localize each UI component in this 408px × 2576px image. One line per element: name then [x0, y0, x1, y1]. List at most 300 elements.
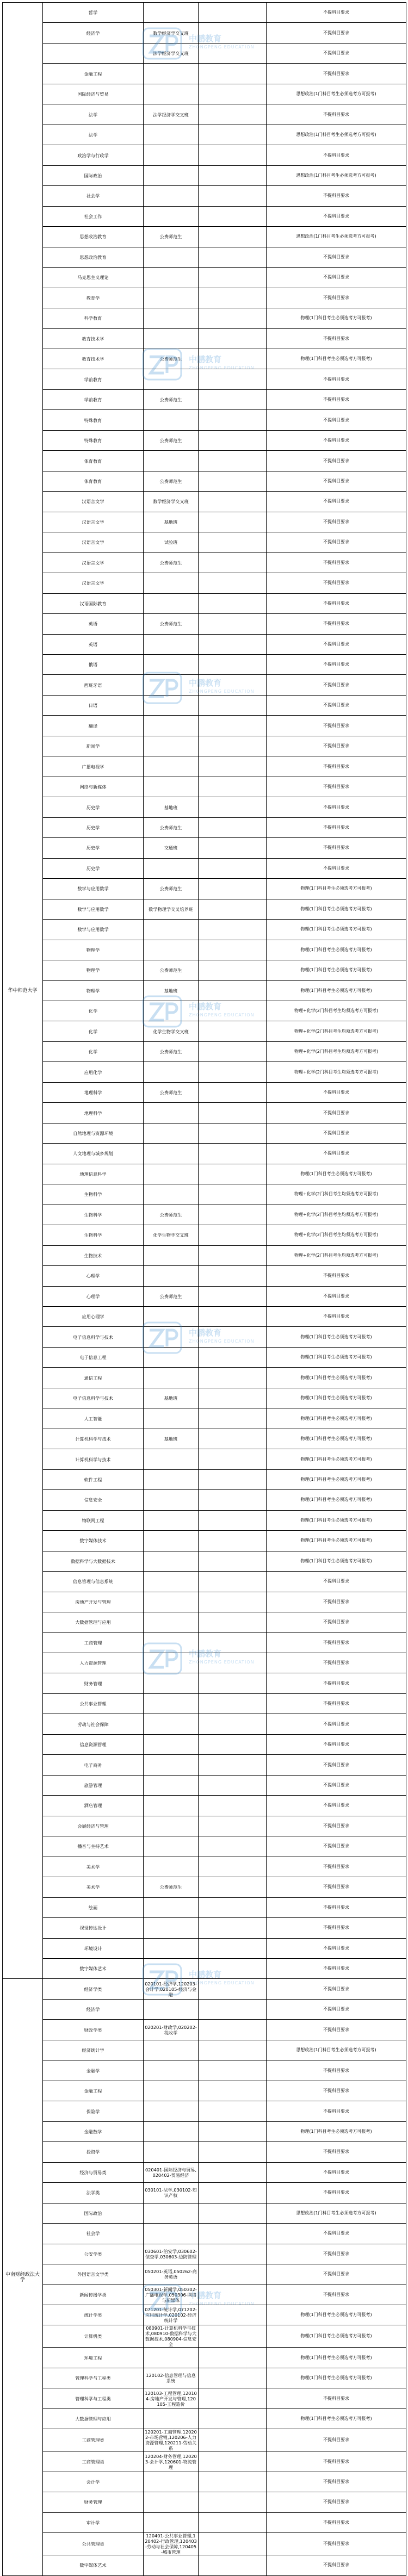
major-note [144, 1755, 199, 1775]
subject-requirement: 不提科目要求 [267, 1082, 406, 1102]
subject-requirement: 物理+化学(2门科目考生均须选考方可报考) [267, 1225, 406, 1245]
blank-cell [199, 716, 267, 736]
major-note [144, 1918, 199, 1938]
major-note [144, 2040, 199, 2060]
major-name: 环境工程 [43, 2348, 144, 2368]
blank-cell [199, 1796, 267, 1816]
major-name: 汉语言文学 [43, 573, 144, 593]
subject-requirement: 不提科目要求 [267, 1999, 406, 2019]
major-note: 基地班 [144, 512, 199, 532]
major-note [144, 1490, 199, 1510]
major-note [144, 328, 199, 349]
major-name: 生物科学 [43, 1225, 144, 1245]
major-name: 汉语言文学 [43, 553, 144, 573]
major-name: 历史学 [43, 797, 144, 817]
blank-cell [199, 125, 267, 145]
major-note: 公费师范生 [144, 1041, 199, 1062]
subject-requirement: 不提科目要求 [267, 186, 406, 206]
blank-cell [199, 1816, 267, 1836]
major-name: 西班牙语 [43, 675, 144, 695]
major-note: 120401-公共事业管理,120402-行政管理,120403-劳动与社会保障,120405-城市管理 [144, 2533, 199, 2555]
major-name: 化学 [43, 1001, 144, 1021]
major-note [144, 1734, 199, 1754]
table-row [3, 247, 406, 267]
major-name: 投资学 [43, 2142, 144, 2162]
table-row [3, 2162, 406, 2182]
table-row [3, 288, 406, 308]
table-row [3, 1286, 406, 1306]
table-row [3, 369, 406, 389]
major-note [144, 2142, 199, 2162]
major-name: 教育学 [43, 288, 144, 308]
major-note [144, 2121, 199, 2142]
subject-requirement: 不提科目要求 [267, 2162, 406, 2182]
table-row [3, 1979, 406, 1999]
blank-cell [199, 247, 267, 267]
subject-requirement: 不提科目要求 [267, 104, 406, 125]
major-note [144, 186, 199, 206]
table-row [3, 3, 406, 23]
blank-cell [199, 1144, 267, 1164]
major-name: 数字媒体艺术 [43, 2555, 144, 2575]
subject-requirement: 不提科目要求 [267, 2020, 406, 2040]
major-name: 电子信息科学与技术 [43, 1327, 144, 1347]
table-row [3, 2388, 406, 2409]
major-name: 信息管理与信息系统 [43, 1572, 144, 1592]
table-row [3, 1082, 406, 1102]
blank-cell [199, 1836, 267, 1857]
major-note [144, 1857, 199, 1877]
blank-cell [199, 1001, 267, 1021]
subject-requirement: 物理+化学(2门科目考生均须选考方可报考) [267, 1184, 406, 1205]
subject-requirement: 不提科目要求 [267, 1103, 406, 1123]
blank-cell [199, 573, 267, 593]
blank-cell [199, 920, 267, 940]
blank-cell [199, 1103, 267, 1123]
major-name: 人力资源管理 [43, 1653, 144, 1673]
major-name: 物联网工程 [43, 1510, 144, 1530]
table-row [3, 817, 406, 837]
table-row [3, 23, 406, 43]
subject-requirement: 不提科目要求 [267, 1673, 406, 1693]
subject-requirement: 思想政治(1门科目考生必须选考方可报考) [267, 227, 406, 247]
major-name: 国际政治 [43, 2203, 144, 2223]
blank-cell [199, 1959, 267, 1979]
major-note [144, 1368, 199, 1388]
table-row [3, 1918, 406, 1938]
blank-cell [199, 2020, 267, 2040]
table-row [3, 1734, 406, 1754]
blank-cell [199, 389, 267, 409]
watermark-text: 中鹏教育 [189, 1970, 222, 1979]
major-name: 经济学 [43, 1999, 144, 2019]
school-name: 中南财经政法大学 [3, 1979, 43, 2575]
table-row [3, 1653, 406, 1673]
major-note [144, 1775, 199, 1795]
major-name: 学前教育 [43, 369, 144, 389]
blank-cell [199, 1551, 267, 1571]
watermark-subtext: ZHONGPENG EDUCATION [189, 1981, 255, 1985]
watermark-text: 中鹏教育 [189, 1649, 222, 1659]
subject-requirement: 不提科目要求 [267, 777, 406, 797]
major-name: 财务管理 [43, 2492, 144, 2512]
blank-cell [199, 960, 267, 980]
major-note: 020101-经济学,120203-会计学,020105-经济与金融 [144, 1979, 199, 1999]
blank-cell [199, 1979, 267, 1999]
major-name: 经济统计学 [43, 2040, 144, 2060]
subject-requirement: 不提科目要求 [267, 1877, 406, 1897]
blank-cell [199, 1755, 267, 1775]
major-note [144, 1816, 199, 1836]
subject-requirement: 不提科目要求 [267, 2224, 406, 2244]
major-note [144, 1510, 199, 1530]
major-name: 历史学 [43, 838, 144, 858]
watermark-subtext: ZHONGPENG EDUCATION [189, 45, 255, 49]
blank-cell [199, 1612, 267, 1632]
table-row [3, 1368, 406, 1388]
subject-requirement: 不提科目要求 [267, 1938, 406, 1958]
blank-cell [199, 2348, 267, 2368]
subject-requirement: 物理(1门科目考生必须选考方可报考) [267, 920, 406, 940]
subject-requirement: 不提科目要求 [267, 1755, 406, 1775]
table-row [3, 736, 406, 756]
major-name: 电子信息科学与技术 [43, 1388, 144, 1408]
major-name: 统计学类 [43, 2305, 144, 2325]
subject-requirement: 物理(1门科目考生必须选考方可报考) [267, 1469, 406, 1489]
subject-requirement: 物理(1门科目考生必须选考方可报考) [267, 1164, 406, 1184]
subject-requirement: 不提科目要求 [267, 1714, 406, 1734]
subject-requirement: 物理(1门科目考生必须选考方可报考) [267, 879, 406, 899]
table-row [3, 838, 406, 858]
subject-requirement: 物理(1门科目考生必须选考方可报考) [267, 1347, 406, 1367]
blank-cell [199, 1347, 267, 1367]
major-name: 应用化学 [43, 1062, 144, 1082]
major-name: 社会学 [43, 186, 144, 206]
major-name: 法学 [43, 104, 144, 125]
table-row [3, 675, 406, 695]
blank-cell [199, 1205, 267, 1225]
major-name: 经济学类 [43, 1979, 144, 1999]
blank-cell [199, 84, 267, 104]
table-row [3, 1877, 406, 1897]
blank-cell [199, 2368, 267, 2388]
table-row [3, 1755, 406, 1775]
subject-requirement: 不提科目要求 [267, 797, 406, 817]
major-name: 法学类 [43, 2183, 144, 2203]
table-row [3, 1001, 406, 1021]
table-row [3, 1693, 406, 1714]
blank-cell [199, 1021, 267, 1041]
major-note [144, 2101, 199, 2121]
table-row [3, 2305, 406, 2325]
major-note: 化学生物学交叉班 [144, 1021, 199, 1041]
table-row [3, 165, 406, 185]
major-note: 数学经济学交叉班 [144, 23, 199, 43]
blank-cell [199, 1184, 267, 1205]
major-name: 公共事业管理 [43, 1693, 144, 1714]
blank-cell [199, 879, 267, 899]
major-name: 科学教育 [43, 308, 144, 328]
table-row [3, 1796, 406, 1816]
subject-requirement: 不提科目要求 [267, 1572, 406, 1592]
major-note: 公费师范生 [144, 227, 199, 247]
school-name: 华中师范大学 [3, 3, 43, 1979]
table-row [3, 2472, 406, 2492]
table-row [3, 980, 406, 1001]
blank-cell [199, 1041, 267, 1062]
major-name: 数学与应用数学 [43, 920, 144, 940]
table-row [3, 471, 406, 491]
subject-requirement: 物理(1门科目考生必须选考方可报考) [267, 2121, 406, 2142]
major-note [144, 1836, 199, 1857]
major-note [144, 1592, 199, 1612]
blank-cell [199, 675, 267, 695]
major-note [144, 634, 199, 654]
blank-cell [199, 1734, 267, 1754]
table-row [3, 1021, 406, 1041]
major-name: 数学与应用数学 [43, 879, 144, 899]
major-note: 050301-新闻学,050302-广播电视学,050306-网络与新媒体 [144, 2285, 199, 2305]
subject-requirement: 不提科目要求 [267, 593, 406, 613]
subject-requirement: 不提科目要求 [267, 512, 406, 532]
blank-cell [199, 1592, 267, 1612]
table-row [3, 2429, 406, 2451]
major-note [144, 858, 199, 878]
blank-cell [199, 1388, 267, 1408]
table-row [3, 2060, 406, 2081]
major-name: 会展经济与管理 [43, 1816, 144, 1836]
subject-requirement: 不提科目要求 [267, 2429, 406, 2451]
subject-requirement: 不提科目要求 [267, 43, 406, 63]
major-name: 酒店管理 [43, 1796, 144, 1816]
watermark-subtext: ZHONGPENG EDUCATION [189, 1013, 255, 1017]
blank-cell [199, 2183, 267, 2203]
blank-cell [199, 980, 267, 1001]
blank-cell [199, 2101, 267, 2121]
major-name: 生物科学 [43, 1205, 144, 1225]
major-name: 教育技术学 [43, 349, 144, 369]
major-note [144, 1245, 199, 1265]
subject-requirement: 物理(1门科目考生必须选考方可报考) [267, 1449, 406, 1469]
blank-cell [199, 1408, 267, 1429]
major-name: 学前教育 [43, 389, 144, 409]
subject-requirement: 不提科目要求 [267, 1796, 406, 1816]
table-row [3, 1510, 406, 1530]
major-name: 俄语 [43, 655, 144, 675]
major-name: 化学 [43, 1041, 144, 1062]
subject-requirement: 思想政治(1门科目考生必须选考方可报考) [267, 2203, 406, 2223]
blank-cell [199, 1857, 267, 1877]
blank-cell [199, 2162, 267, 2182]
blank-cell [199, 1632, 267, 1653]
subject-requirement: 物理(1门科目考生必须选考方可报考) [267, 1551, 406, 1571]
blank-cell [199, 1449, 267, 1469]
watermark-subtext: ZHONGPENG EDUCATION [189, 365, 255, 370]
table-row [3, 308, 406, 328]
blank-cell [199, 1918, 267, 1938]
table-row [3, 104, 406, 125]
major-name: 计算机科学与技术 [43, 1429, 144, 1449]
major-name: 教育技术学 [43, 328, 144, 349]
subject-requirement: 思想政治(1门科目考生必须选考方可报考) [267, 125, 406, 145]
subject-requirement: 不提科目要求 [267, 145, 406, 165]
subject-requirement: 不提科目要求 [267, 288, 406, 308]
major-note [144, 1999, 199, 2019]
major-name: 电子信息工程 [43, 1347, 144, 1367]
subject-requirement: 不提科目要求 [267, 1734, 406, 1754]
major-name: 美术学 [43, 1877, 144, 1897]
major-note [144, 1632, 199, 1653]
subject-requirement: 不提科目要求 [267, 2244, 406, 2264]
table-row [3, 2081, 406, 2101]
table-row [3, 532, 406, 553]
blank-cell [199, 2081, 267, 2101]
blank-cell [199, 1286, 267, 1306]
subject-requirement: 思想政治(1门科目考生必须选考方可报考) [267, 2040, 406, 2060]
subject-requirement: 物理+化学(2门科目考生均须选考方可报考) [267, 1021, 406, 1041]
blank-cell [199, 2060, 267, 2081]
blank-cell [199, 2512, 267, 2532]
blank-cell [199, 2203, 267, 2223]
major-note [144, 2409, 199, 2429]
major-note: 化学生物学交叉班 [144, 1225, 199, 1245]
subject-requirement: 不提科目要求 [267, 23, 406, 43]
table-row [3, 1041, 406, 1062]
subject-requirement: 不提科目要求 [267, 1918, 406, 1938]
blank-cell [199, 817, 267, 837]
major-name: 自然地理与资源环境 [43, 1123, 144, 1143]
blank-cell [199, 2224, 267, 2244]
blank-cell [199, 1531, 267, 1551]
subject-requirement: 不提科目要求 [267, 2388, 406, 2409]
blank-cell [199, 532, 267, 553]
table-row [3, 512, 406, 532]
major-note: 法学经济学交叉班 [144, 43, 199, 63]
table-row [3, 858, 406, 878]
major-name: 管理科学与工程类 [43, 2368, 144, 2388]
subject-requirement: 不提科目要求 [267, 206, 406, 226]
major-name: 历史学 [43, 858, 144, 878]
blank-cell [199, 1123, 267, 1143]
subject-requirement: 不提科目要求 [267, 2512, 406, 2532]
major-note [144, 268, 199, 288]
major-name: 金融数学 [43, 2121, 144, 2142]
table-row [3, 2203, 406, 2223]
major-note: 基地班 [144, 1429, 199, 1449]
subject-requirement: 不提科目要求 [267, 451, 406, 471]
blank-cell [199, 1245, 267, 1265]
table-row [3, 186, 406, 206]
major-note [144, 777, 199, 797]
subject-requirement: 不提科目要求 [267, 817, 406, 837]
major-note [144, 1673, 199, 1693]
blank-cell [199, 430, 267, 450]
major-note: 120204-财务管理,120203-会计学,120601-物流管理 [144, 2451, 199, 2472]
major-name: 房地产开发与管理 [43, 1592, 144, 1612]
blank-cell [199, 1327, 267, 1347]
blank-cell [199, 1653, 267, 1673]
major-name: 新闻学 [43, 736, 144, 756]
blank-cell [199, 2285, 267, 2305]
major-note [144, 1164, 199, 1184]
major-name: 财政学类 [43, 2020, 144, 2040]
major-note [144, 84, 199, 104]
major-note: 公费师范生 [144, 553, 199, 573]
major-note [144, 573, 199, 593]
table-row [3, 1245, 406, 1265]
blank-cell [199, 634, 267, 654]
major-name: 社会学 [43, 2224, 144, 2244]
table-row [3, 2368, 406, 2388]
table-row [3, 2492, 406, 2512]
major-name: 播音与主持艺术 [43, 1836, 144, 1857]
table-row [3, 2451, 406, 2472]
major-name: 特殊教育 [43, 410, 144, 430]
table-row [3, 573, 406, 593]
subject-requirement: 物理(1门科目考生必须选考方可报考) [267, 1368, 406, 1388]
table-row [3, 2040, 406, 2060]
subject-requirement: 不提科目要求 [267, 858, 406, 878]
major-name: 外国语言文学类 [43, 2264, 144, 2285]
table-row [3, 2224, 406, 2244]
table-row [3, 328, 406, 349]
subject-requirement: 不提科目要求 [267, 2555, 406, 2575]
major-note [144, 1266, 199, 1286]
major-name: 社会工作 [43, 206, 144, 226]
subject-requirement: 不提科目要求 [267, 2101, 406, 2121]
blank-cell [199, 756, 267, 777]
major-note: 基地班 [144, 797, 199, 817]
major-name: 生物科学 [43, 1184, 144, 1205]
table-row [3, 206, 406, 226]
major-requirements-table [2, 2, 406, 2576]
major-note: 020401-国际经济与贸易,020402-贸易经济 [144, 2162, 199, 2182]
major-note [144, 1653, 199, 1673]
blank-cell [199, 1897, 267, 1917]
major-name: 保险学 [43, 2101, 144, 2121]
blank-cell [199, 2409, 267, 2429]
blank-cell [199, 1693, 267, 1714]
table-row [3, 2533, 406, 2555]
subject-requirement: 物理(1门科目考生必须选考方可报考) [267, 349, 406, 369]
subject-requirement: 不提科目要求 [267, 1775, 406, 1795]
major-name: 地理科学 [43, 1082, 144, 1102]
subject-requirement: 物理(1门科目考生必须选考方可报考) [267, 1327, 406, 1347]
watermark-text: 中鹏教育 [189, 1328, 222, 1338]
major-name: 汉语言文学 [43, 512, 144, 532]
table-row [3, 553, 406, 573]
table-row [3, 695, 406, 715]
major-note [144, 247, 199, 267]
subject-requirement: 物理(1门科目考生必须选考方可报考) [267, 1388, 406, 1408]
table-row [3, 43, 406, 63]
major-note: 法学经济学交叉班 [144, 104, 199, 125]
table-row [3, 716, 406, 736]
major-name: 信息安全 [43, 1490, 144, 1510]
blank-cell [199, 268, 267, 288]
blank-cell [199, 858, 267, 878]
table-row [3, 777, 406, 797]
subject-requirement: 不提科目要求 [267, 247, 406, 267]
blank-cell [199, 593, 267, 613]
subject-requirement: 物理+化学(2门科目考生均须选考方可报考) [267, 1041, 406, 1062]
subject-requirement: 不提科目要求 [267, 2533, 406, 2555]
major-note: 基地班 [144, 980, 199, 1001]
blank-cell [199, 410, 267, 430]
subject-requirement: 不提科目要求 [267, 1959, 406, 1979]
major-note [144, 920, 199, 940]
major-name: 经济与贸易类 [43, 2162, 144, 2182]
